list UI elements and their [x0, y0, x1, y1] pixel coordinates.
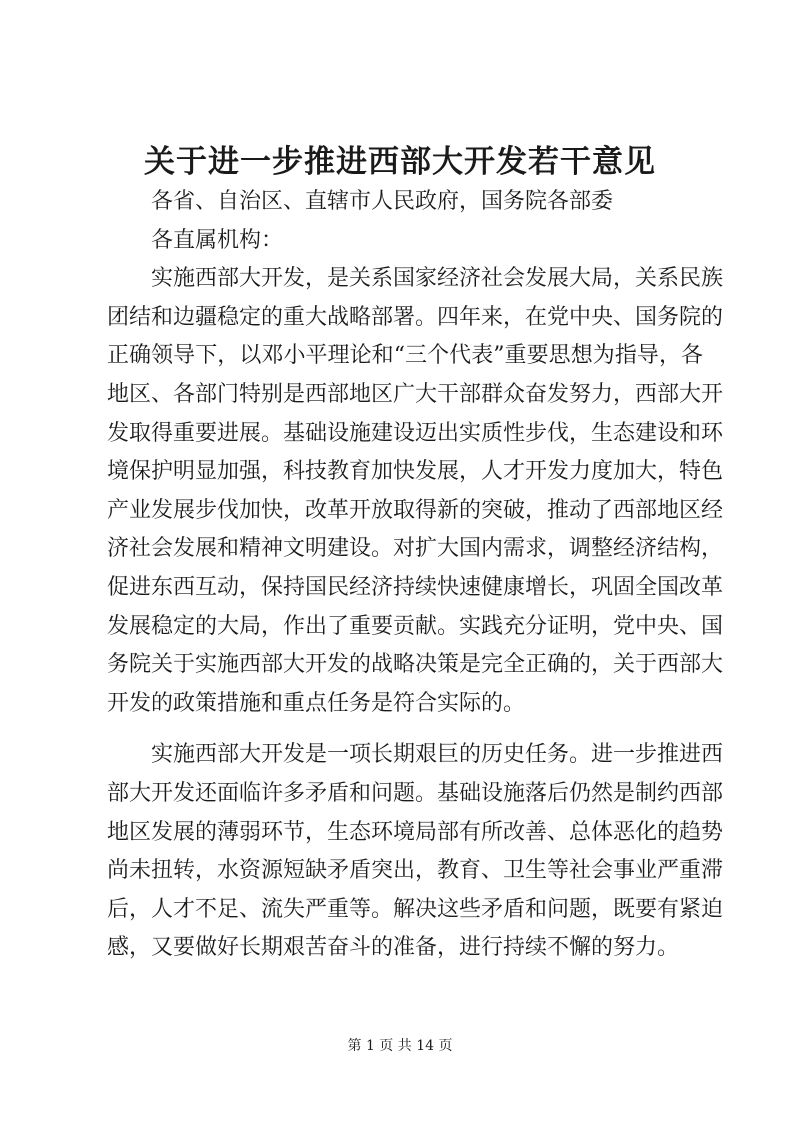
- paragraph-line: 实施西部大开发是一项长期艰巨的历史任务。进一步推进西: [151, 742, 724, 768]
- paragraph-line: 开发的政策措施和重点任务是符合实际的。: [107, 690, 526, 716]
- paragraph-line: 境保护明显加强，科技教育加快发展，人才开发力度加大，特色: [107, 459, 724, 485]
- paragraph-line: 济社会发展和精神文明建设。对扩大国内需求，调整经济结构，: [107, 536, 724, 562]
- paragraph-line: 后，人才不足、流失严重等。解决这些矛盾和问题，既要有紧迫: [107, 896, 724, 922]
- paragraph-line: 尚未扭转，水资源短缺矛盾突出，教育、卫生等社会事业严重滞: [107, 858, 724, 884]
- paragraph-line: 促进东西互动，保持国民经济持续快速健康增长，巩固全国改革: [107, 574, 724, 600]
- paragraph-line: 发取得重要进展。基础设施建设迈出实质性步伐，生态建设和环: [107, 420, 724, 446]
- paragraph-line: 务院关于实施西部大开发的战略决策是完全正确的，关于西部大: [107, 652, 724, 678]
- paragraph-line: 地区、各部门特别是西部地区广大干部群众奋发努力，西部大开: [107, 381, 724, 407]
- salutation-line: 各省、自治区、直辖市人民政府，国务院各部委: [151, 189, 614, 214]
- paragraph-line: 感，又要做好长期艰苦奋斗的准备，进行持续不懈的努力。: [107, 935, 680, 961]
- paragraph-2: [107, 736, 724, 968]
- document-body: [107, 183, 724, 968]
- paragraph-line: 团结和边疆稳定的重大战略部署。四年来，在党中央、国务院的: [107, 304, 724, 330]
- paragraph-gap: [107, 723, 703, 736]
- paragraph-line: 正确领导下，以邓小平理论和“三个代表”重要思想为指导，各: [107, 343, 703, 369]
- paragraph-line: 产业发展步伐加快，改革开放取得新的突破，推动了西部地区经: [107, 497, 724, 523]
- paragraph-line: 发展稳定的大局，作出了重要贡献。实践充分证明，党中央、国: [107, 613, 724, 639]
- paragraph-line: 地区发展的薄弱环节，生态环境局部有所改善、总体恶化的趋势: [107, 819, 724, 845]
- salutation-line: 各直属机构：: [151, 227, 284, 253]
- paragraph-1: [107, 260, 724, 723]
- paragraph-line: 实施西部大开发，是关系国家经济社会发展大局，关系民族: [151, 266, 724, 292]
- page-number-footer: 第 1 页 共 14 页: [347, 1038, 453, 1054]
- paragraph-line: 部大开发还面临许多矛盾和问题。基础设施落后仍然是制约西部: [107, 780, 724, 806]
- document-title: 关于进一步推进西部大开发若干意见: [144, 144, 656, 180]
